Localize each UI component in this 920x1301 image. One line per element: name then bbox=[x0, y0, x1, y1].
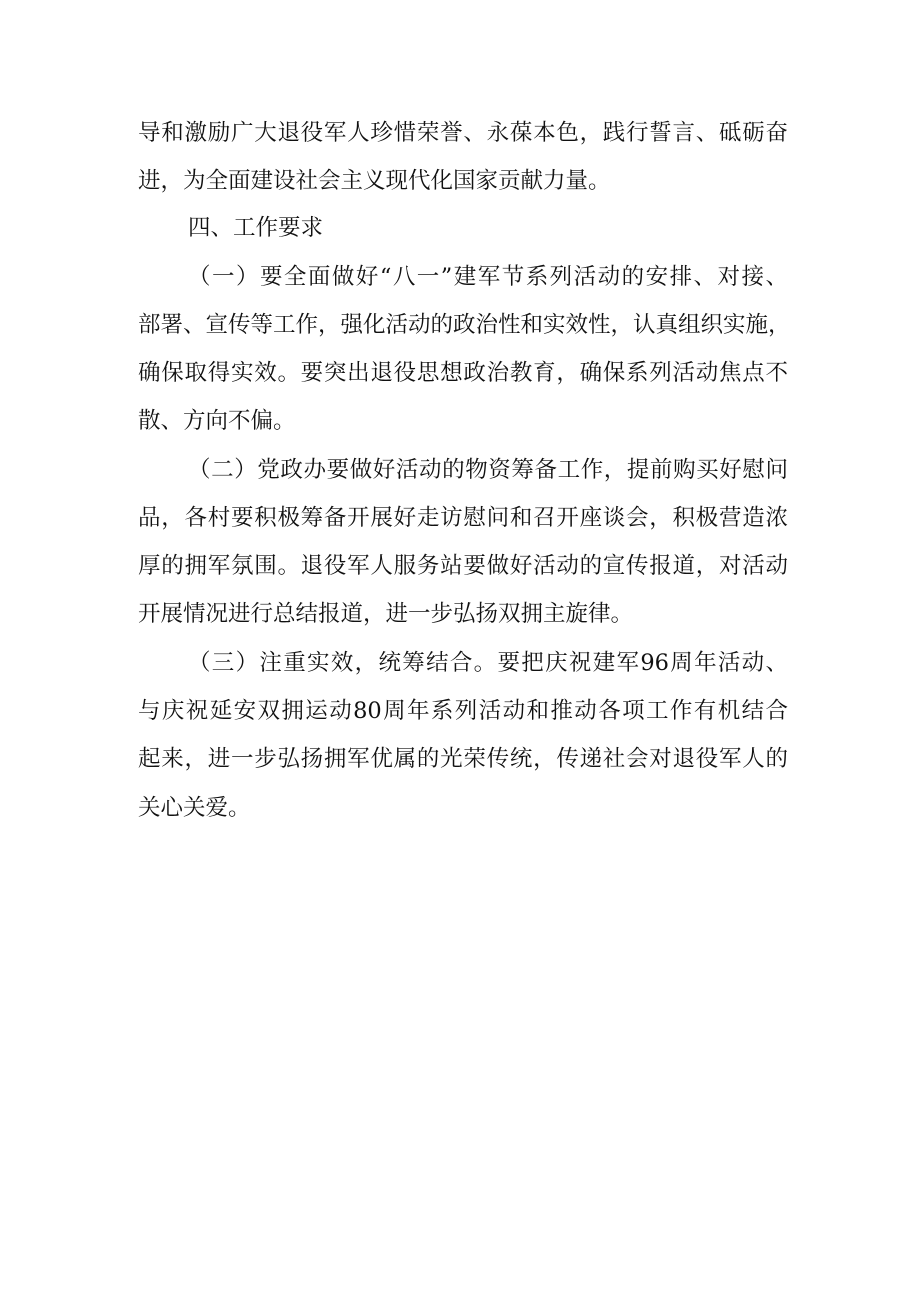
paragraph-line: （三）注重实效，统筹结合。要把庆祝建军96周年活动、 bbox=[188, 650, 788, 676]
paragraph-line: （二）党政办要做好活动的物资筹备工作，提前购买好慰问 bbox=[188, 457, 788, 483]
paragraph-line: 起来，进一步弘扬拥军优属的光荣传统，传递社会对退役军人的 bbox=[138, 746, 788, 772]
paragraph-line: 厚的拥军氛围。退役军人服务站要做好活动的宣传报道，对活动 bbox=[138, 553, 788, 579]
section-heading: 四、工作要求 bbox=[188, 215, 324, 241]
paragraph-line: 开展情况进行总结报道，进一步弘扬双拥主旋律。 bbox=[138, 601, 634, 627]
paragraph-line: 部署、宣传等工作，强化活动的政治性和实效性，认真组织实施， bbox=[138, 312, 791, 338]
paragraph-line: 与庆祝延安双拥运动80周年系列活动和推动各项工作有机结合 bbox=[138, 698, 788, 724]
paragraph-line: 散、方向不偏。 bbox=[138, 408, 296, 434]
paragraph-line: 品，各村要积极筹备开展好走访慰问和召开座谈会，积极营造浓 bbox=[138, 505, 788, 531]
paragraph-line: 确保取得实效。要突出退役思想政治教育，确保系列活动焦点不 bbox=[138, 360, 788, 386]
paragraph-line: 进，为全面建设社会主义现代化国家贡献力量。 bbox=[138, 168, 611, 194]
paragraph-line: 导和激励广大退役军人珍惜荣誉、永葆本色，践行誓言、砥砺奋 bbox=[138, 120, 788, 146]
paragraph-line: 关心关爱。 bbox=[138, 795, 251, 821]
paragraph-line: （一）要全面做好“八一”建军节系列活动的安排、对接、 bbox=[188, 264, 788, 290]
